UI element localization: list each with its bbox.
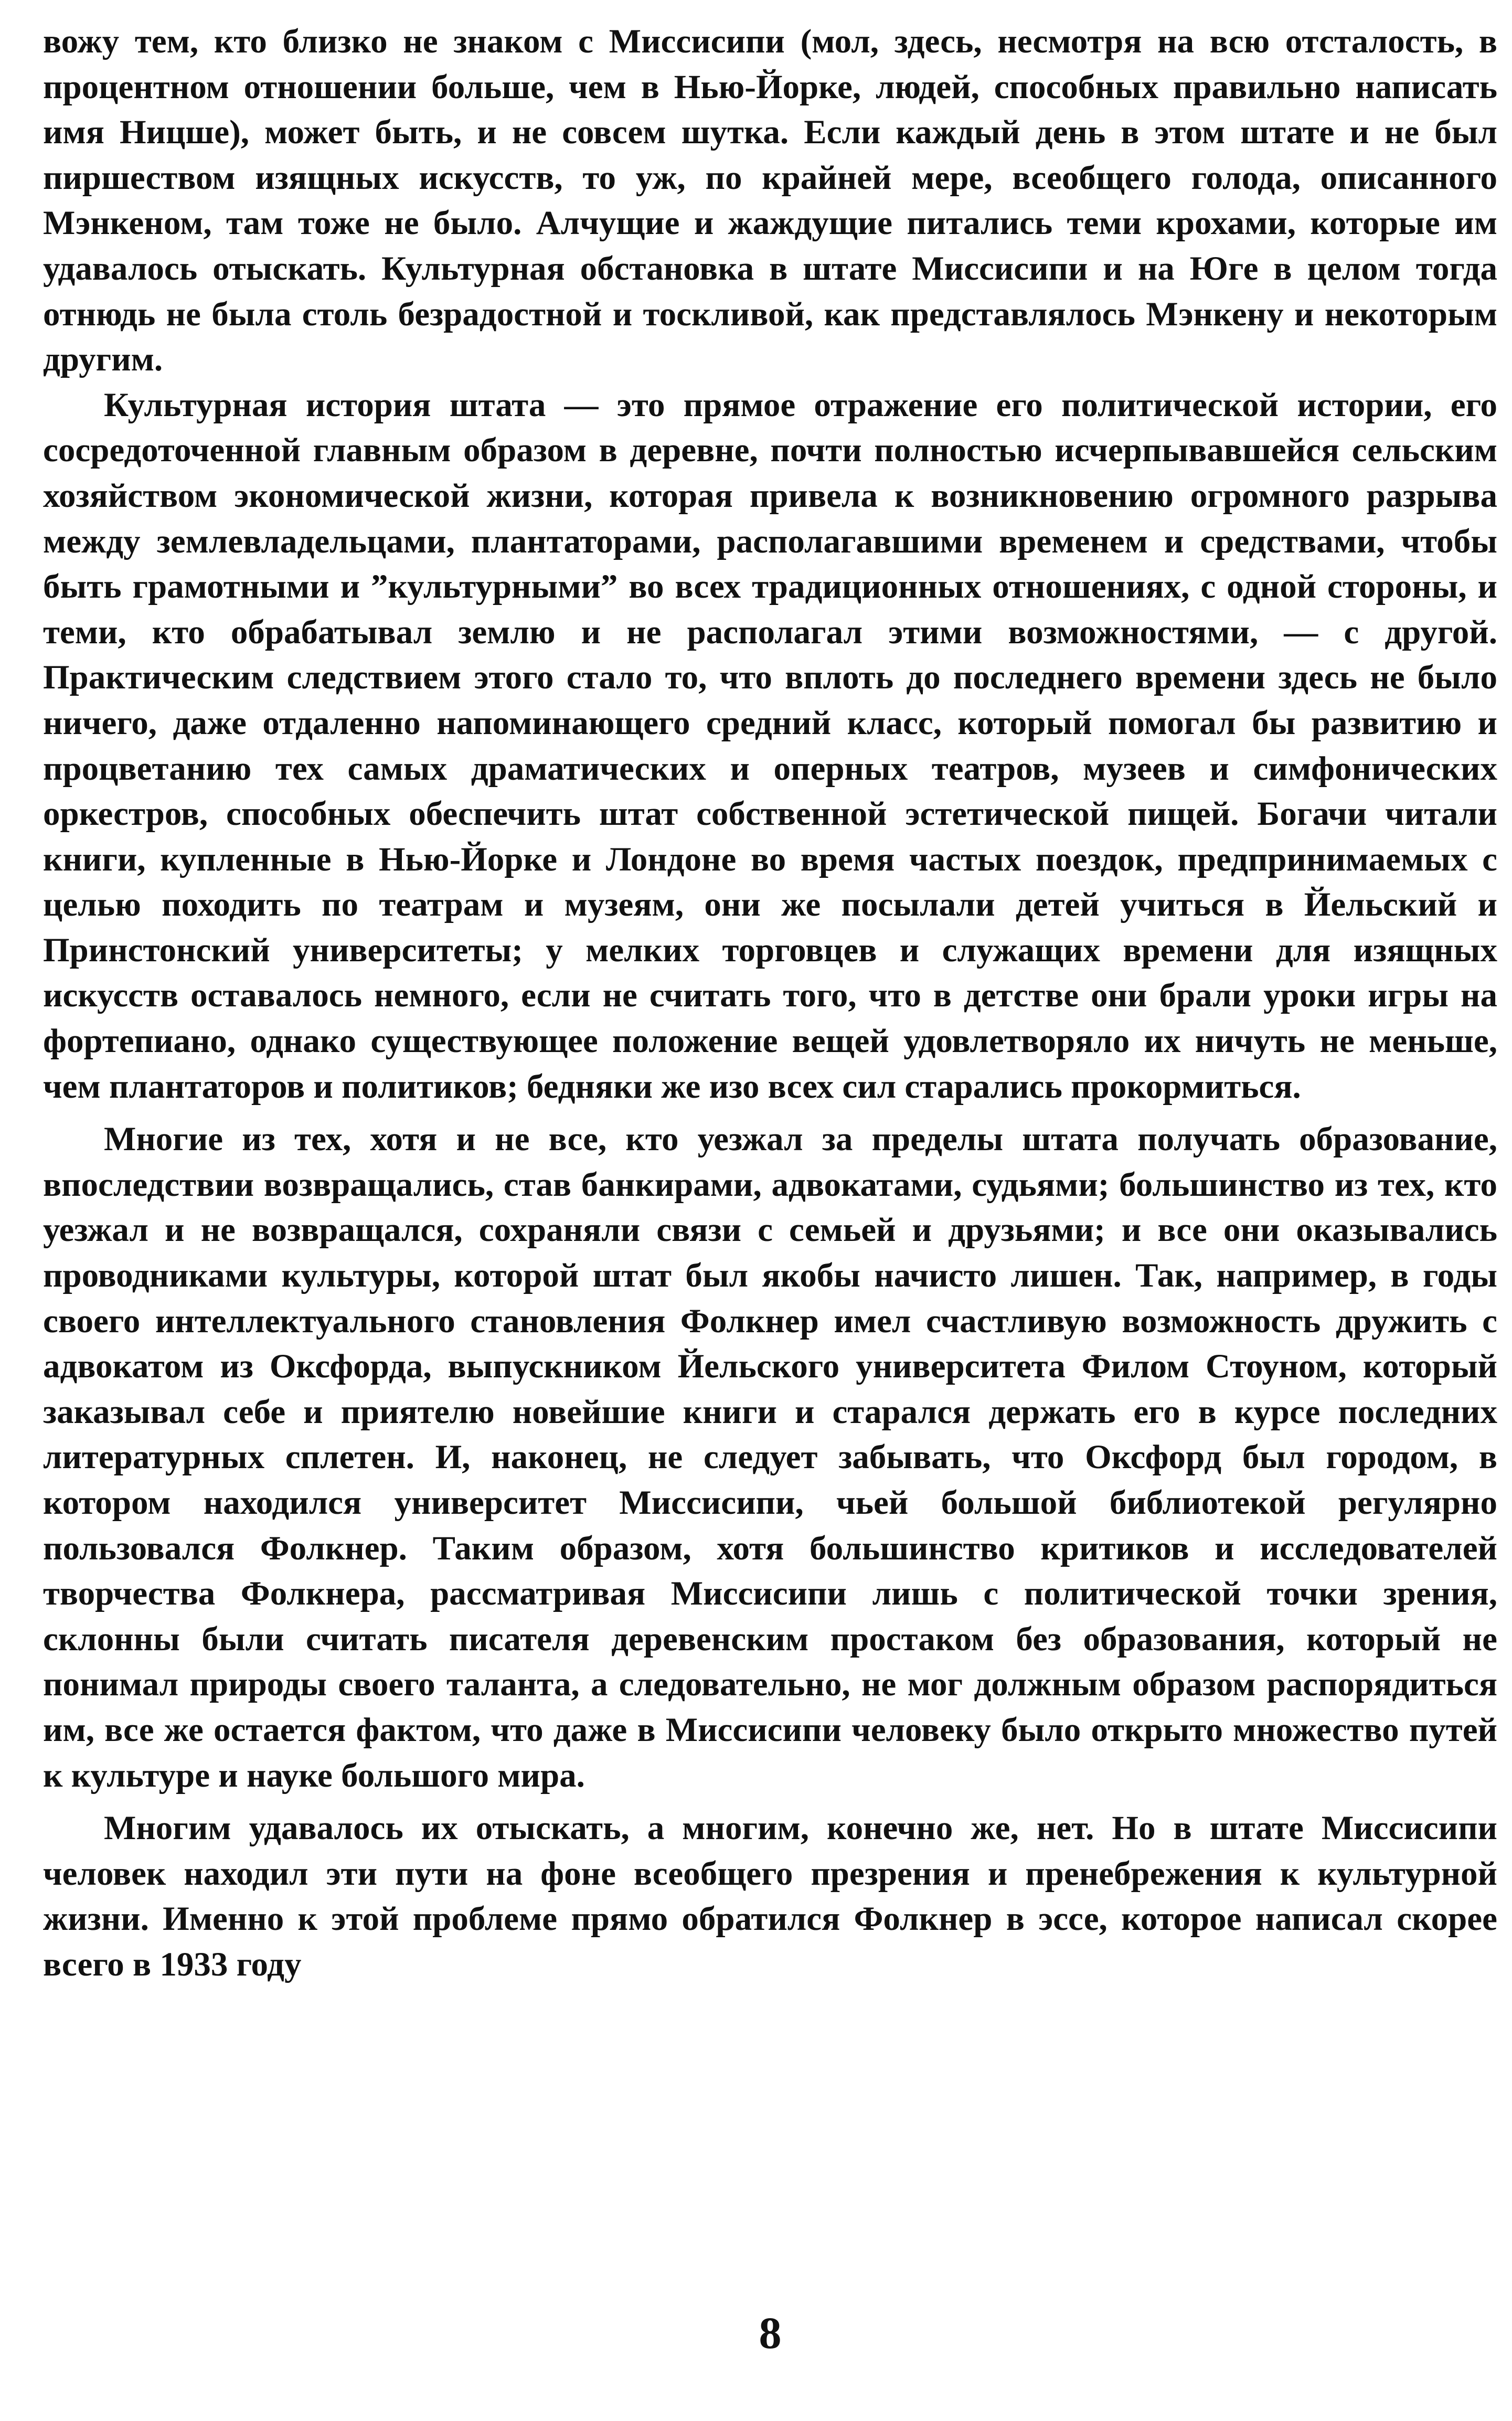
paragraph-3: Многие из тех, хотя и не все, кто уезжал за пределы штата получать образование, впоследствии возвращались, став банкирами, адвокатами, судьями; большинство из тех, кто уезжал и не возвращался, сохраняли связи с семьей и друзьями; и все они оказывались проводниками культуры, которой штат был якобы начисто лишен. Так, например, в годы своего интеллектуального становления Фолкнер имел счастливую возможность дружить с адвокатом из Оксфорда, выпускником Йельского университета Филом Стоуном, который заказывал себе и приятелю новейшие книги и старался держать его в курсе последних литературных сплетен. И, наконец, не следует забывать, что Оксфорд был городом, в котором находился университет Миссисипи, чьей большой библиотекой регулярно пользовался Фолкнер. Таким образом, хотя большинство критиков и исследователей творчества Фолкнера, рассматривая Миссисипи лишь с политической точки зрения, склонны были считать писателя деревенским простаком без образования, который не понимал природы своего таланта, а следовательно, не мог должным образом распорядиться им, все же остается фактом, что даже в Миссисипи человеку было открыто множество путей к культуре и науке большого мира. <box>43 1120 1497 1794</box>
paragraph-1: вожу тем, кто близко не знаком с Миссисипи (мол, здесь, несмотря на всю отсталость, в процентном отношении больше, чем в Нью-Йорке, людей, способных правильно написать имя Ницше), может быть, и не совсем шутка. Если каждый день в этом штате и не был пиршеством изящных искусств, то уж, по крайней мере, всеобщего голода, описанного Мэнкеном, там тоже не было. Алчущие и жаждущие питались теми крохами, которые им удавалось отыскать. Культурная обстановка в штате Миссисипи и на Юге в целом тогда отнюдь не была столь безрадостной и тоскливой, как представлялось Мэнкену и некоторым другим. <box>43 23 1497 379</box>
page-number: 8 <box>759 2308 782 2358</box>
body-text <box>43 19 1497 1988</box>
paragraph-4: Многим удавалось их отыскать, а многим, конечно же, нет. Но в штате Миссисипи человек находил эти пути на фоне всеобщего презрения и пренебрежения к культурной жизни. Именно к этой проблеме прямо обратился Фолкнер в эссе, которое написал скорее всего в 1933 году <box>43 1809 1497 1983</box>
book-page <box>43 19 1497 2391</box>
paragraph-2: Культурная история штата — это прямое отражение его политической истории, его сосредоточенной главным образом в деревне, почти полностью исчерпывавшейся сельским хозяйством экономической жизни, которая привела к возникновению огромного разрыва между землевладельцами, плантаторами, располагавшими временем и средствами, чтобы быть грамотными и ”культурными” во всех традиционных отношениях, с одной стороны, и теми, кто обрабатывал землю и не располагал этими возможностями, — с другой. Практическим следствием этого стало то, что вплоть до последнего времени здесь не было ничего, даже отдаленно напоминающего средний класс, который помогал бы развитию и процветанию тех самых драматических и оперных театров, музеев и симфонических оркестров, способных обеспечить штат собственной эстетической пищей. Богачи читали книги, купленные в Нью-Йорке и Лондоне во время частых поездок, предпринимаемых с целью походить по театрам и музеям, они же посылали детей учиться в Йельский и Принстонский университеты; у мелких торговцев и служащих времени для изящных искусств оставалось немного, если не считать того, что в детстве они брали уроки игры на фортепиано, однако существующее положение вещей удовлетворяло их ничуть не меньше, чем плантаторов и политиков; бедняки же изо всех сил старались прокормиться. <box>43 386 1497 1106</box>
